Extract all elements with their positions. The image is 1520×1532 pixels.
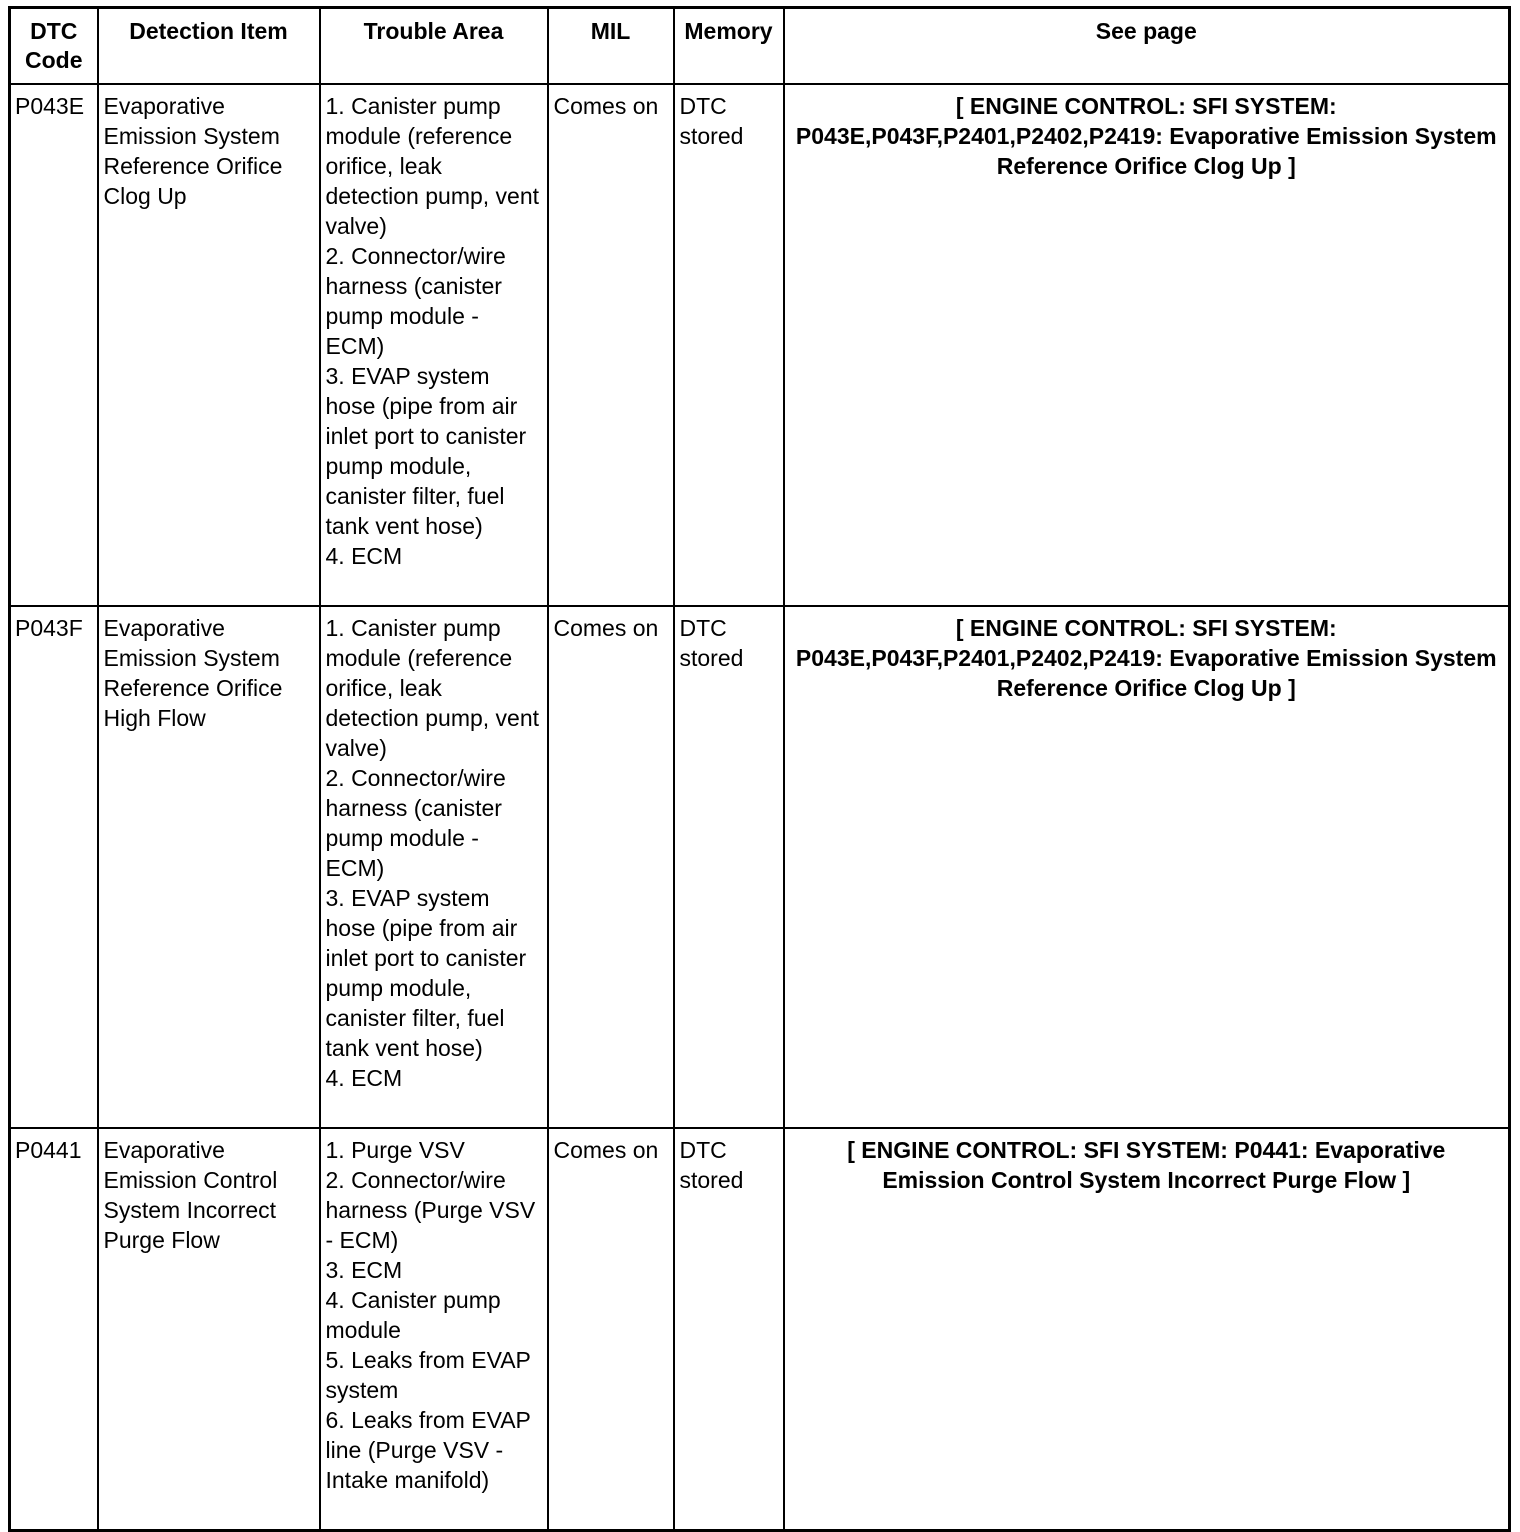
detection-item-cell: Evaporative Emission System Reference Orifice Clog Up xyxy=(98,84,320,606)
see-page-link[interactable]: [ ENGINE CONTROL: SFI SYSTEM: P043E,P043F,P2401,P2402,P2419: Evaporative Emission System Reference Orifice Clog Up ] xyxy=(784,606,1510,1128)
memory-cell: DTC stored xyxy=(674,1128,784,1531)
trouble-area-item: 4. Canister pump module xyxy=(325,1287,501,1343)
trouble-area-item: 4. ECM xyxy=(325,1065,403,1091)
memory-cell: DTC stored xyxy=(674,84,784,606)
trouble-area-cell xyxy=(320,606,548,1128)
memory-cell: DTC stored xyxy=(674,606,784,1128)
header-dtc-code: DTC Code xyxy=(10,8,98,85)
trouble-area-item: 6. Leaks from EVAP line (Purge VSV - Intake manifold) xyxy=(325,1407,531,1493)
trouble-area-item: 1. Purge VSV xyxy=(325,1137,465,1163)
trouble-area-cell xyxy=(320,84,548,606)
trouble-area-item: 5. Leaks from EVAP system xyxy=(325,1347,531,1403)
detection-item-cell: Evaporative Emission Control System Incorrect Purge Flow xyxy=(98,1128,320,1531)
trouble-area-item: 3. ECM xyxy=(325,1257,403,1283)
trouble-area-item: 1. Canister pump module (reference orifice, leak detection pump, vent valve) xyxy=(325,93,540,239)
header-mil: MIL xyxy=(548,8,674,85)
trouble-area-item: 2. Connector/wire harness (canister pump module - ECM) xyxy=(325,765,506,881)
trouble-area-item: 4. ECM xyxy=(325,543,403,569)
dtc-code-cell: P043F xyxy=(10,606,98,1128)
dtc-table-container xyxy=(8,6,1511,1532)
trouble-area-item: 3. EVAP system hose (pipe from air inlet port to canister pump module, canister filter, fuel tank vent hose) xyxy=(325,363,527,539)
detection-item-cell: Evaporative Emission System Reference Orifice High Flow xyxy=(98,606,320,1128)
dtc-code-cell: P0441 xyxy=(10,1128,98,1531)
header-detection-item: Detection Item xyxy=(98,8,320,85)
header-row xyxy=(10,8,1510,85)
table-row xyxy=(10,606,1510,1128)
mil-cell: Comes on xyxy=(548,606,674,1128)
header-trouble-area: Trouble Area xyxy=(320,8,548,85)
trouble-area-item: 2. Connector/wire harness (canister pump module - ECM) xyxy=(325,243,506,359)
trouble-area-item: 3. EVAP system hose (pipe from air inlet port to canister pump module, canister filter, fuel tank vent hose) xyxy=(325,885,527,1061)
see-page-link[interactable]: [ ENGINE CONTROL: SFI SYSTEM: P043E,P043F,P2401,P2402,P2419: Evaporative Emission System Reference Orifice Clog Up ] xyxy=(784,84,1510,606)
table-row xyxy=(10,84,1510,606)
header-memory: Memory xyxy=(674,8,784,85)
table-row xyxy=(10,1128,1510,1531)
mil-cell: Comes on xyxy=(548,1128,674,1531)
trouble-area-item: 2. Connector/wire harness (Purge VSV - ECM) xyxy=(325,1167,536,1253)
dtc-table xyxy=(8,6,1511,1532)
trouble-area-item: 1. Canister pump module (reference orifice, leak detection pump, vent valve) xyxy=(325,615,540,761)
dtc-code-cell: P043E xyxy=(10,84,98,606)
mil-cell: Comes on xyxy=(548,84,674,606)
trouble-area-cell xyxy=(320,1128,548,1531)
header-see-page: See page xyxy=(784,8,1510,85)
see-page-link[interactable]: [ ENGINE CONTROL: SFI SYSTEM: P0441: Evaporative Emission Control System Incorrect Purge Flow ] xyxy=(784,1128,1510,1531)
